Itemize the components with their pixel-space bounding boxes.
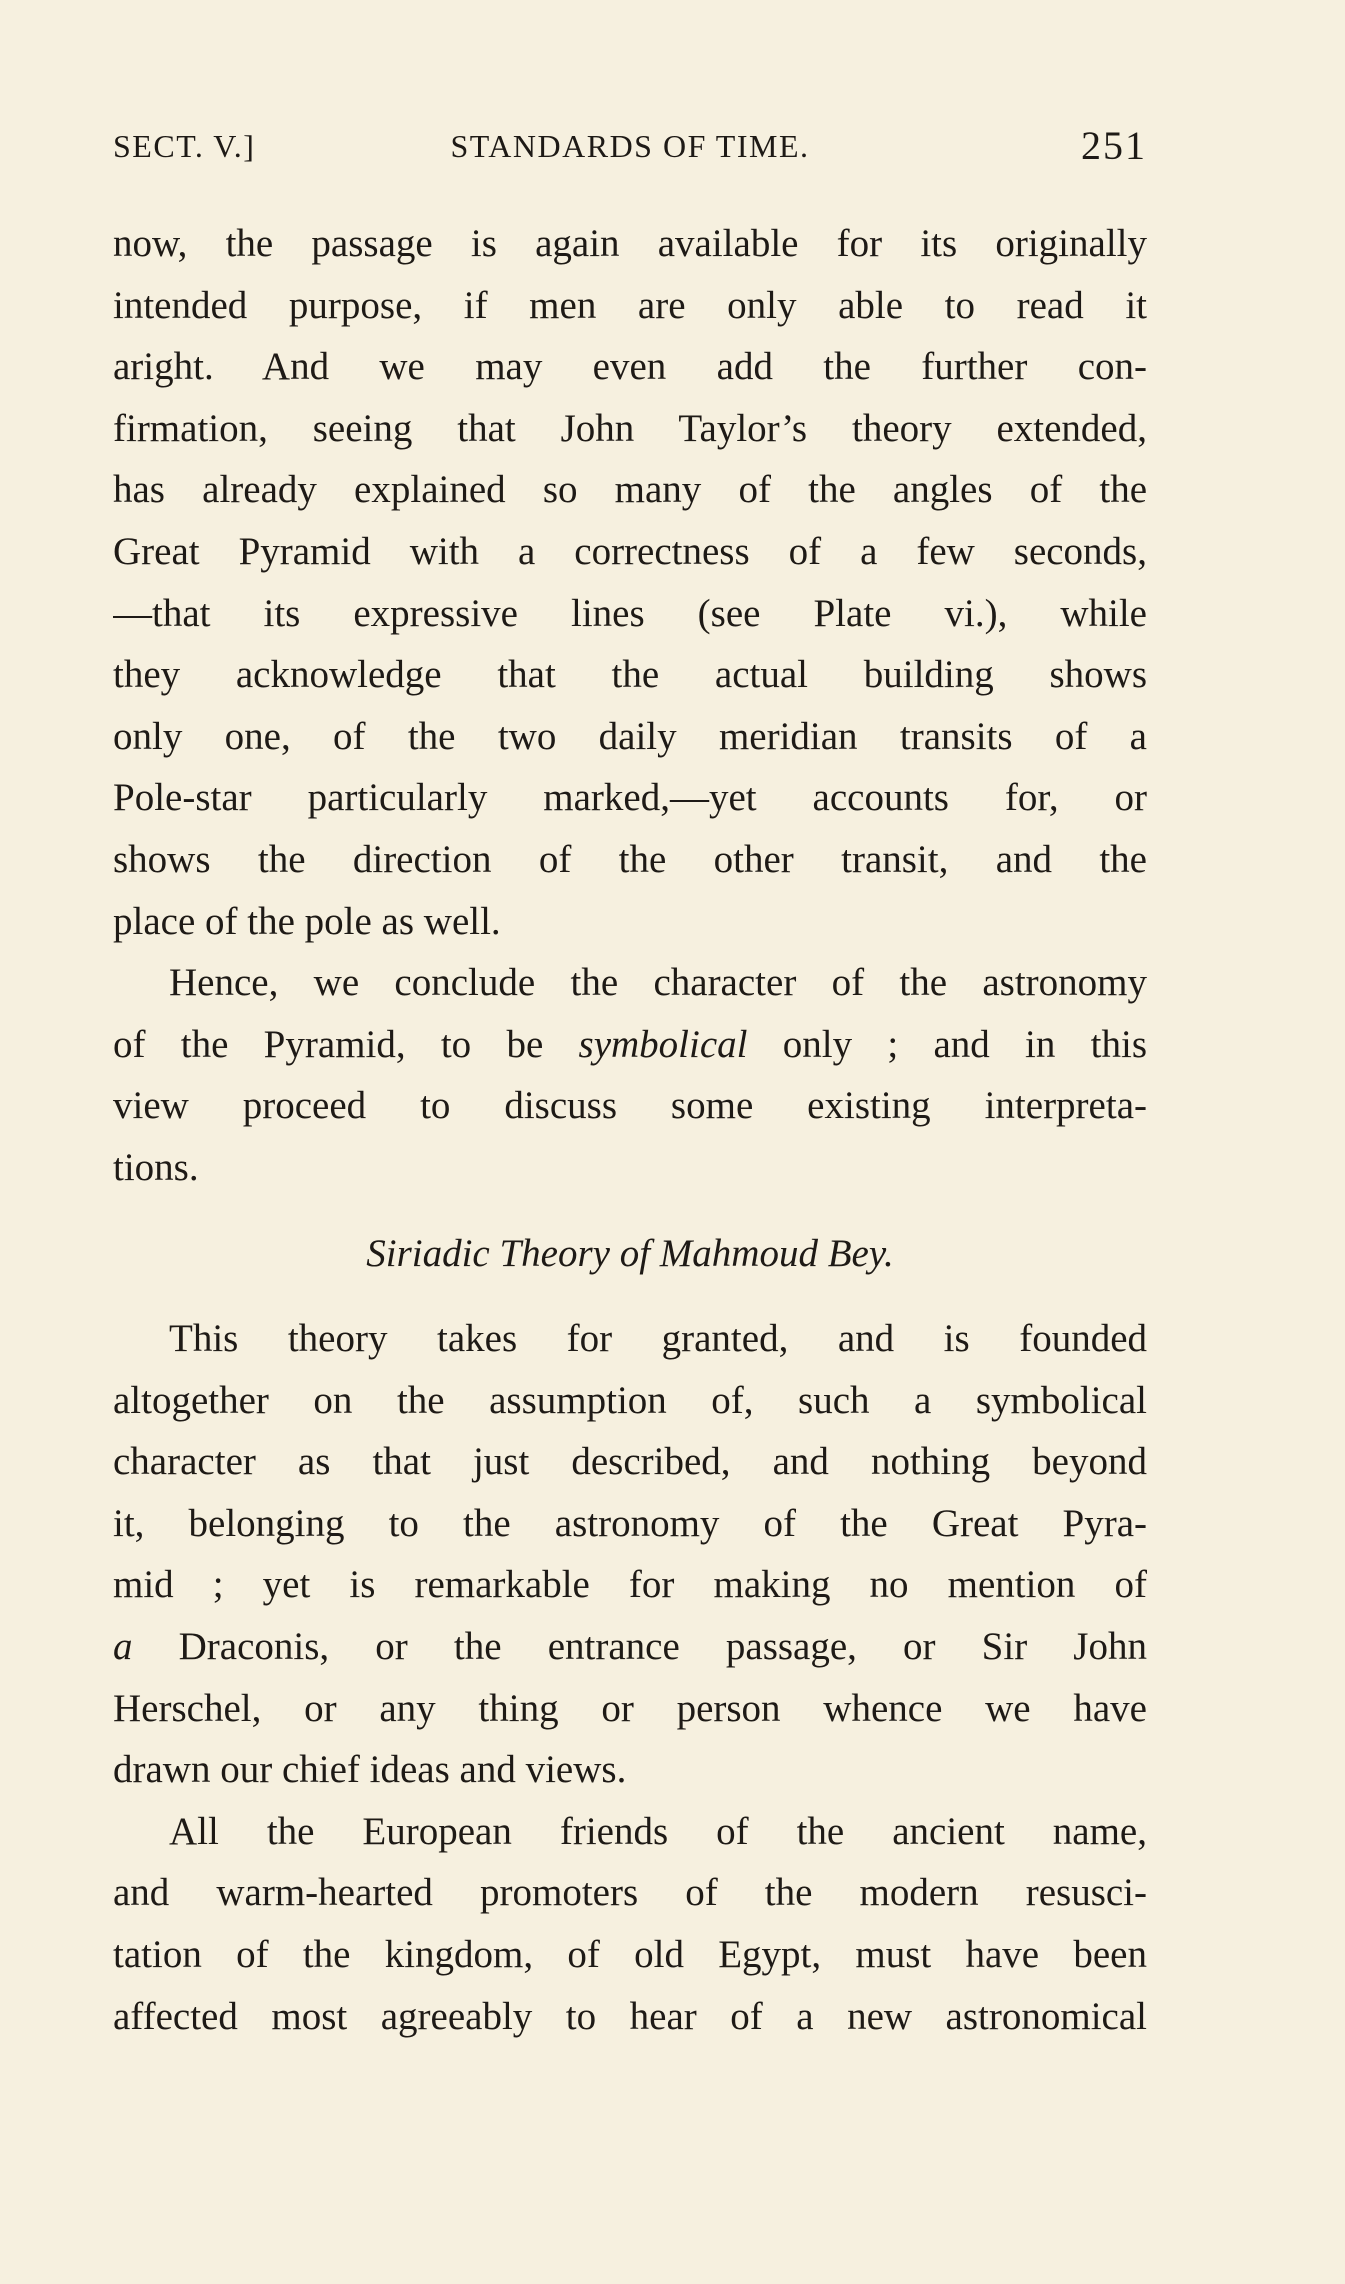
text-line (113, 1014, 1147, 1076)
text-line: firmation, seeing that John Taylor’s theory extended, (113, 406, 1147, 450)
text-line: tions. (113, 1145, 199, 1189)
text-line: and warm-hearted promoters of the modern resusci- (113, 1871, 1147, 1915)
paragraph-3 (113, 1308, 1147, 1801)
paragraph-4 (113, 1801, 1147, 2047)
text-line: character as that just described, and nothing beyond (113, 1440, 1147, 1484)
text-segment: of the Pyramid, to be (113, 1022, 579, 1066)
text-segment: Draconis, or the entrance passage, or Sir John (132, 1625, 1147, 1669)
text-line: Great Pyramid with a correctness of a few seconds, (113, 529, 1147, 573)
section-label: SECT. V.] (113, 128, 256, 164)
page-number: 251 (1081, 123, 1147, 168)
text-line: place of the pole as well. (113, 899, 501, 943)
text-line: has already explained so many of the angles of the (113, 468, 1147, 512)
text-line: —that its expressive lines (see Plate vi.), while (113, 591, 1147, 635)
paragraph-2 (113, 952, 1147, 1198)
text-line: it, belonging to the astronomy of the Great Pyra- (113, 1501, 1147, 1545)
text-line: now, the passage is again available for its originally (113, 222, 1147, 265)
text-line (113, 1616, 1147, 1678)
text-line: drawn our chief ideas and views. (113, 1748, 627, 1792)
running-title: STANDARDS OF TIME. (450, 128, 810, 164)
section-heading: Siriadic Theory of Mahmoud Bey. (366, 1231, 894, 1275)
text-line: they acknowledge that the actual building shows (113, 653, 1147, 697)
text-line: This theory takes for granted, and is founded (169, 1317, 1147, 1361)
text-line: mid ; yet is remarkable for making no mention of (113, 1563, 1147, 1607)
text-line: All the European friends of the ancient name, (169, 1809, 1147, 1853)
text-line: altogether on the assumption of, such a symbolical (113, 1378, 1147, 1422)
text-line: Pole-star particularly marked,—yet accounts for, or (113, 776, 1147, 820)
running-head (113, 123, 1147, 178)
italic-term: symbolical (578, 1022, 748, 1066)
text-line: only one, of the two daily meridian transits of a (113, 714, 1147, 758)
text-line: aright. And we may even add the further con- (113, 345, 1147, 389)
text-segment: only ; and in this (747, 1022, 1147, 1066)
text-line: view proceed to discuss some existing interpreta- (113, 1084, 1147, 1128)
text-line: Hence, we conclude the character of the astronomy (169, 961, 1147, 1005)
greek-letter-alpha: a (113, 1625, 133, 1669)
text-line: Herschel, or any thing or person whence we have (113, 1686, 1147, 1730)
text-line: shows the direction of the other transit, and the (113, 837, 1147, 881)
text-line: tation of the kingdom, of old Egypt, must have been (113, 1933, 1147, 1977)
text-line: affected most agreeably to hear of a new astronomical (113, 1994, 1147, 2038)
paragraph-1 (113, 213, 1147, 952)
body-text (113, 213, 1147, 2047)
text-line: intended purpose, if men are only able to read it (113, 283, 1147, 327)
